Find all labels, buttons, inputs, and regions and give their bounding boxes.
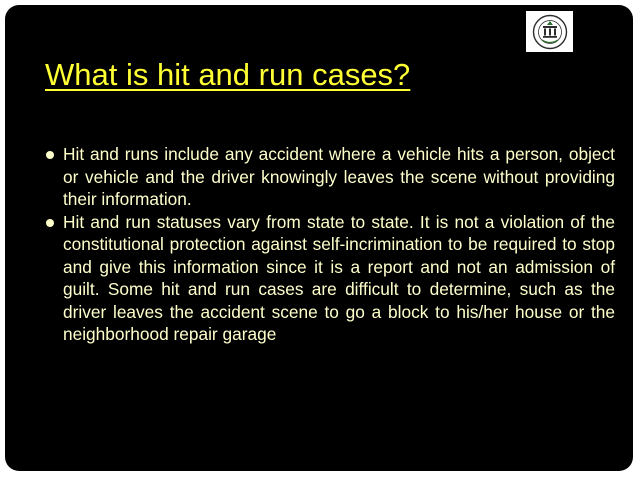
bullet-dot-icon — [46, 151, 54, 159]
institution-seal-icon — [530, 14, 570, 50]
bullet-item — [45, 143, 615, 211]
bullet-dot-icon — [46, 219, 54, 227]
bullet-text: Hit and run statuses vary from state to state. It is not a violation of the constitutional protection against self-incrimination to be required to stop and give this information since it is a report and not an admission of guilt. Some hit and run cases are difficult to determine, such as the driver leaves the accident scene to go a block to his/her house or the neighborhood repair garage — [63, 211, 615, 344]
bullet-list — [45, 143, 615, 346]
bullet-item — [45, 211, 615, 346]
logo — [526, 11, 573, 52]
bullet-text: Hit and runs include any accident where a vehicle hits a person, object or vehicle and the driver knowingly leaves the scene without providing their information. — [63, 144, 615, 209]
slide-title: What is hit and run cases? — [45, 57, 411, 92]
slide — [5, 5, 633, 471]
